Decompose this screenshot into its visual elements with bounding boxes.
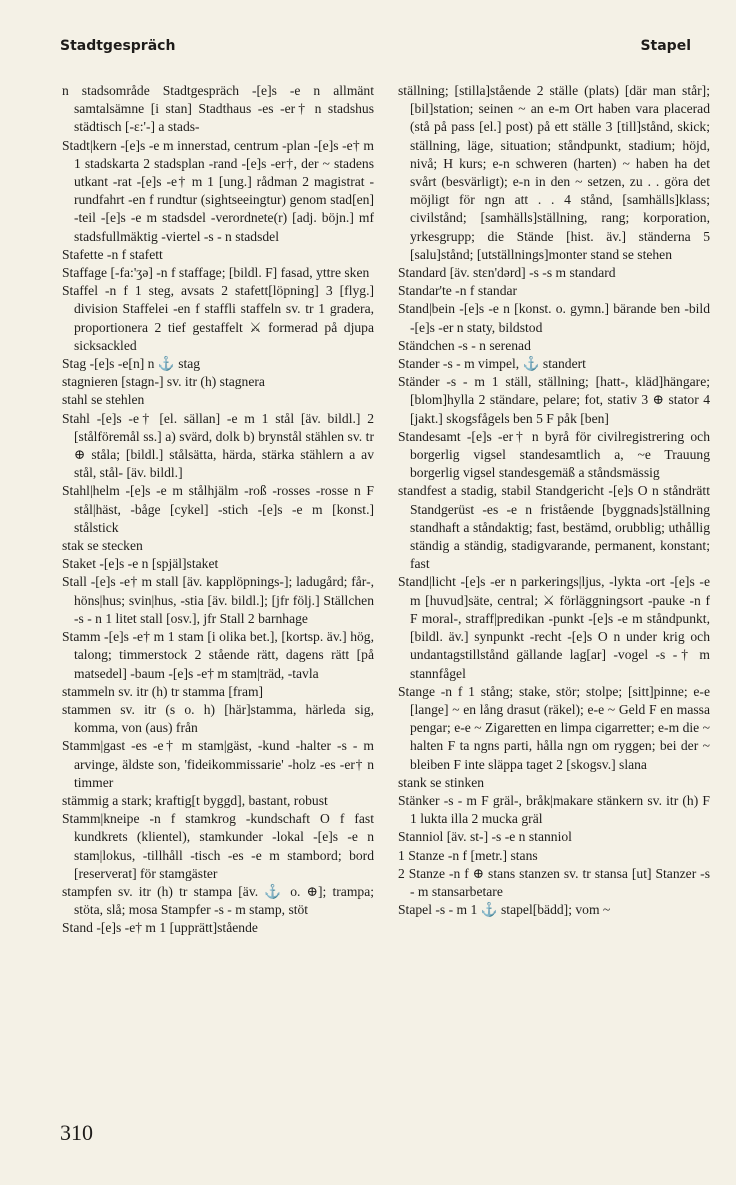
entry: Stag -[e]s -e[n] n ⚓ stag	[62, 356, 201, 372]
entry: Standesamt -[e]s -er† n byrå för civilregistrering och borgerlig vigsel standesamtlich a, ~e Trauung borgerlig vigsel standesgemäß a ståndsmässig	[398, 428, 710, 481]
entry: stank se stinken	[398, 774, 485, 790]
entry: Stadt|kern -[e]s -e m innerstad, centrum -plan -[e]s -e† m 1 stadskarta 2 stadsplan -rand -[e]s -er†, der ~ stadens utkant -rat -[e]s -e† m 1 [ung.] rådman 2 magistrat -rundfahrt -en f rundtur (sightseeingtur) genom stad[en] -teil -[e]s -e m stadsdel -verordnete(r) [adj. böjn.] mf stadsfullmäktig -viertel -s - n stadsdel	[62, 137, 374, 244]
entry: Stänker -s - m F gräl-, bråk|makare stänkern sv. itr (h) F 1 lukta illa 2 mucka gräl	[398, 792, 710, 827]
entry: Stand|licht -[e]s -er n parkerings|ljus, -lykta -ort -[e]s -e m [huvud]säte, central; ⚔ förläggningsort -pauke -n f F moral-, straff|predikan -punkt -[e]s -e m ståndpunkt, [bildl. äv.] synpunkt -recht -[e]s O n under krig och undantagstillstånd gällande lag[ar] -vogel -s -† m stannfågel	[398, 574, 710, 681]
entry: Staket -[e]s -e n [spjäl]staket	[62, 556, 219, 572]
entry: Ständchen -s - n serenad	[398, 337, 531, 353]
entry: Stahl -[e]s -e† [el. sällan] -e m 1 stål [äv. bildl.] 2 [stålföremål ss.] a) svärd, dolk b) brynstål stählen sv. tr ⊕ ståla; [bildl.] stålsätta, härda, stärka stählern a av stål, stål- [äv. bildl.]	[62, 410, 374, 481]
entry: stahl se stehlen	[62, 392, 145, 408]
entry: Stange -n f 1 stång; stake, stör; stolpe; [sitt]pinne; e-e [lange] ~ en lång drasut (räkel); e-e ~ Geld F en massa pengar; e-e ~ Zigaretten en limpa cigarretter; e-m die ~ halten F ta ngns parti, hålla ngn om ryggen; bei der ~ bleiben F inte släppa taget 2 [skogsv.] slana	[398, 683, 710, 772]
entry: Standar'te -n f standar	[398, 283, 518, 299]
right-column	[398, 82, 710, 1092]
running-head-right: Stapel	[640, 38, 691, 54]
entry: standfest a stadig, stabil Standgericht -[e]s O n ståndrätt Standgerüst -es -e n fristående [byggnads]ställning standhaft a ståndaktig; fast, bestämd, orubblig; uthållig ständig a ständig, stadigvarande, permanent, konstant; fast	[398, 483, 710, 572]
running-head-left: Stadtgespräch	[60, 38, 176, 54]
entry: Standard [äv. stɛn'dərd] -s -s m standard	[398, 265, 616, 281]
entry: Stamm -[e]s -e† m 1 stam [i olika bet.], [kortsp. äv.] hög, talong; timmerstock 2 stående rätt, dagens rätt [på matsedel] -baum -[e]s -e† m stam|träd, -tavla	[62, 629, 374, 681]
page-number: 310	[60, 1120, 93, 1145]
entry: stämmig a stark; kraftig[t byggd], bastant, robust	[62, 792, 328, 808]
entry: ställning; [stilla]stående 2 ställe (plats) [där man står]; [bil]station; seinen ~ an e-m Ort haben vara placerad (stå på pass [el.] post) på ett ställe 3 [till]stånd, skick; ställning, läge, situation; ståndpunkt, stadium; höjd, nivå; H kurs; e-n schweren (harten) ~ haben ha det svårt (besvärligt); e-n in den ~ setzen, zu . . göra det möjligt för ngn att . . 4 stånd, [samhälls]klass; civilstånd; [samhälls]ställning, rang; korporation, yrkesgrupp; die Stände [hist. äv.] ständerna 5 [salu]stånd; [utställnings]monter stand se stehen	[398, 83, 710, 262]
entry: Stander -s - m vimpel, ⚓ standert	[398, 356, 586, 372]
entry: 2 Stanze -n f ⊕ stans stanzen sv. tr stansa [ut] Stanzer -s - m stansarbetare	[398, 865, 710, 899]
entry: Stapel -s - m 1 ⚓ stapel[bädd]; vom ~	[398, 902, 611, 918]
entry: Stanniol [äv. st-] -s -e n stanniol	[398, 829, 572, 845]
entry: Stand|bein -[e]s -e n [konst. o. gymn.] bärande ben -bild -[e]s -er n staty, bildstod	[398, 301, 710, 335]
entry: Stahl|helm -[e]s -e m stålhjälm -roß -rosses -rosse n F stål|häst, -båge [cykel] -stich -[e]s -e m [konst.] stålstick	[62, 483, 374, 535]
entry: stak se stecken	[62, 538, 143, 554]
entry: Ständer -s - m 1 ställ, ställning; [hatt-, kläd]hängare; [blom]hylla 2 ständare, pelare; fot, stativ 3 ⊕ stator 4 [jakt.] skogsfågels ben 5 F påk [ben]	[398, 374, 710, 426]
entry: Staffel -n f 1 steg, avsats 2 stafett[löpning] 3 [flyg.] division Staffelei -en f staffli staffeln sv. tr 1 gradera, proportionera 2 tief gestaffelt ⚔ formerad på djupa sicksackled	[62, 283, 374, 353]
entry: stammen sv. itr (s o. h) [här]stamma, härleda sig, komma, von (aus) från	[62, 701, 374, 736]
entry: Stamm|kneipe -n f stamkrog -kundschaft O f fast kundkrets (klientel), stamkunder -lokal -[e]s -e n stam|lokus, -tillhåll -tisch -es -e m stambord; bord [reserverat] för stamgäster	[62, 811, 374, 881]
page-header	[60, 38, 691, 62]
entry: n stadsområde Stadtgespräch -[e]s -e n allmänt samtalsämne [i stan] Stadthaus -es -er† n stadshus städtisch [-ɛ:'-] a stads-	[62, 83, 374, 135]
left-column	[62, 82, 374, 1092]
entry: stammeln sv. itr (h) tr stamma [fram]	[62, 683, 264, 699]
entry: Staffage [-fa:'ʒə] -n f staffage; [bildl. F] fasad, yttre sken	[62, 265, 370, 281]
entry: 1 Stanze -n f [metr.] stans	[398, 847, 538, 863]
entry: stagnieren [stagn-] sv. itr (h) stagnera	[62, 374, 265, 390]
entry: Stamm|gast -es -e† m stam|gäst, -kund -halter -s - m arvinge, äldste son, 'fideikommissarie' -holz -es -er† n timmer	[62, 738, 374, 790]
entry: stampfen sv. itr (h) tr stampa [äv. ⚓ o. ⊕]; trampa; stöta, slå; mosa Stampfer -s - m stamp, stöt	[62, 883, 374, 918]
entry: Stafette -n f stafett	[62, 246, 163, 262]
entry: Stall -[e]s -e† m stall [äv. kapplöpnings-]; ladugård; får-, höns|hus; svin|hus, -stia [äv. bildl.]; [jfr följ.] Ställchen -s - n 1 litet stall [osv.], jfr Stall 2 barnhage	[62, 574, 374, 626]
entry: Stand -[e]s -e† m 1 [upprätt]stående	[62, 920, 258, 936]
